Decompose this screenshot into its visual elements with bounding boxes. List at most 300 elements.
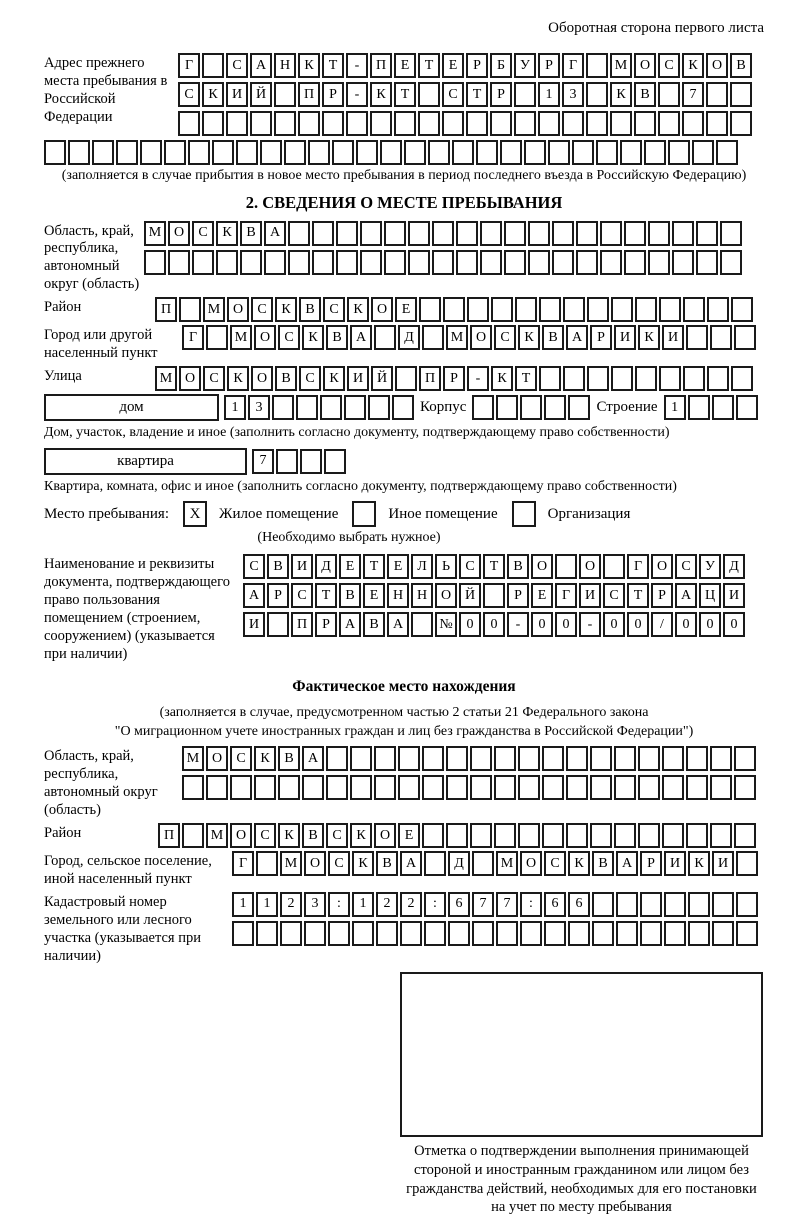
- cadastre-row-2: [232, 921, 758, 946]
- char-cell: [446, 775, 468, 800]
- char-cell: [456, 221, 478, 246]
- char-cell: [392, 395, 414, 420]
- house-cells: [224, 395, 414, 420]
- char-cell: Е: [339, 554, 361, 579]
- char-cell: Г: [182, 325, 204, 350]
- actual-city-row: [232, 851, 758, 876]
- char-cell: [568, 395, 590, 420]
- char-cell: М: [203, 297, 225, 322]
- char-cell: [563, 297, 585, 322]
- char-cell: [428, 140, 450, 165]
- char-cell: [616, 892, 638, 917]
- char-cell: [376, 921, 398, 946]
- char-cell: [236, 140, 258, 165]
- char-cell: 2: [376, 892, 398, 917]
- char-cell: [520, 921, 542, 946]
- char-cell: [736, 892, 758, 917]
- char-cell: [274, 111, 296, 136]
- char-cell: [272, 395, 294, 420]
- char-cell: А: [616, 851, 638, 876]
- char-cell: В: [542, 325, 564, 350]
- char-cell: Т: [394, 82, 416, 107]
- stay-type-row: [44, 501, 764, 527]
- char-cell: [648, 250, 670, 275]
- char-cell: [232, 921, 254, 946]
- korpus-cells: [472, 395, 590, 420]
- char-cell: К: [688, 851, 710, 876]
- char-cell: К: [227, 366, 249, 391]
- char-cell: Т: [515, 366, 537, 391]
- char-cell: [518, 746, 540, 771]
- char-cell: С: [326, 823, 348, 848]
- char-cell: И: [347, 366, 369, 391]
- char-cell: О: [304, 851, 326, 876]
- char-cell: [682, 111, 704, 136]
- char-cell: [384, 221, 406, 246]
- char-cell: /: [651, 612, 673, 637]
- char-cell: 1: [538, 82, 560, 107]
- char-cell: [730, 82, 752, 107]
- house-row: [44, 394, 764, 421]
- char-cell: О: [651, 554, 673, 579]
- char-cell: А: [387, 612, 409, 637]
- char-cell: Д: [398, 325, 420, 350]
- char-cell: [640, 892, 662, 917]
- char-cell: [470, 823, 492, 848]
- char-cell: [446, 746, 468, 771]
- char-cell: С: [251, 297, 273, 322]
- char-cell: [552, 221, 574, 246]
- char-cell: [476, 140, 498, 165]
- char-cell: 7: [682, 82, 704, 107]
- char-cell: [472, 395, 494, 420]
- char-cell: [672, 250, 694, 275]
- char-cell: [566, 823, 588, 848]
- char-cell: [614, 823, 636, 848]
- char-cell: О: [371, 297, 393, 322]
- char-cell: Р: [640, 851, 662, 876]
- char-cell: [332, 140, 354, 165]
- actual-location-title: Фактическое место нахождения: [292, 678, 516, 696]
- char-cell: [424, 851, 446, 876]
- char-cell: О: [227, 297, 249, 322]
- char-cell: О: [251, 366, 273, 391]
- char-cell: [404, 140, 426, 165]
- char-cell: [736, 851, 758, 876]
- char-cell: 0: [723, 612, 745, 637]
- char-cell: К: [638, 325, 660, 350]
- char-cell: [635, 366, 657, 391]
- char-cell: Р: [590, 325, 612, 350]
- char-cell: [491, 297, 513, 322]
- char-cell: В: [278, 746, 300, 771]
- char-cell: [356, 140, 378, 165]
- actual-district-row: [158, 823, 756, 848]
- char-cell: В: [592, 851, 614, 876]
- char-cell: [212, 140, 234, 165]
- char-cell: [592, 921, 614, 946]
- prev-address-field: [44, 53, 764, 136]
- char-cell: [374, 746, 396, 771]
- char-cell: [230, 775, 252, 800]
- char-cell: [712, 892, 734, 917]
- char-cell: К: [298, 53, 320, 78]
- char-cell: М: [610, 53, 632, 78]
- char-cell: [683, 297, 705, 322]
- char-cell: Р: [322, 82, 344, 107]
- char-cell: [298, 111, 320, 136]
- prev-address-label: Адрес прежнего места пребывания в Российской Федерации: [44, 55, 168, 125]
- char-cell: [384, 250, 406, 275]
- prev-address-note: (заполняется в случае прибытия в новое место пребывания в период последнего въезда в Российскую Федерацию): [61, 168, 747, 183]
- apartment-note: Квартира, комната, офис и иное (заполнить согласно документу, подтверждающему право собственности): [44, 478, 677, 494]
- char-cell: И: [712, 851, 734, 876]
- char-cell: О: [435, 583, 457, 608]
- char-cell: В: [376, 851, 398, 876]
- char-cell: С: [178, 82, 200, 107]
- char-cell: [686, 775, 708, 800]
- char-cell: [419, 297, 441, 322]
- char-cell: [443, 297, 465, 322]
- document-row-2: [243, 583, 745, 608]
- char-cell: [452, 140, 474, 165]
- char-cell: [328, 921, 350, 946]
- char-cell: Й: [250, 82, 272, 107]
- char-cell: К: [518, 325, 540, 350]
- char-cell: А: [250, 53, 272, 78]
- char-cell: [44, 140, 66, 165]
- char-cell: [274, 82, 296, 107]
- char-cell: -: [467, 366, 489, 391]
- char-cell: О: [230, 823, 252, 848]
- stay-type-label: Место пребывания:: [44, 505, 169, 522]
- char-cell: 6: [544, 892, 566, 917]
- char-cell: [288, 250, 310, 275]
- char-cell: [336, 221, 358, 246]
- char-cell: [442, 111, 464, 136]
- checkbox-residential: X: [183, 501, 207, 527]
- char-cell: Т: [363, 554, 385, 579]
- char-cell: [288, 221, 310, 246]
- region-row-2: [144, 250, 742, 275]
- char-cell: [496, 921, 518, 946]
- char-cell: [264, 250, 286, 275]
- char-cell: Е: [394, 53, 416, 78]
- char-cell: 3: [248, 395, 270, 420]
- char-cell: [182, 823, 204, 848]
- char-cell: [692, 140, 714, 165]
- char-cell: [411, 612, 433, 637]
- char-cell: [592, 892, 614, 917]
- char-cell: [324, 449, 346, 474]
- char-cell: [304, 921, 326, 946]
- char-cell: [192, 250, 214, 275]
- char-cell: [92, 140, 114, 165]
- char-cell: [398, 746, 420, 771]
- char-cell: [518, 775, 540, 800]
- char-cell: [710, 746, 732, 771]
- korpus-label: Корпус: [420, 399, 467, 416]
- char-cell: [524, 140, 546, 165]
- char-cell: А: [339, 612, 361, 637]
- cadastre-label: Кадастровый номер земельного или лесного участка (указывается при наличии): [44, 893, 201, 964]
- char-cell: [720, 250, 742, 275]
- char-cell: 0: [483, 612, 505, 637]
- char-cell: [576, 221, 598, 246]
- char-cell: [494, 746, 516, 771]
- char-cell: В: [634, 82, 656, 107]
- char-cell: В: [240, 221, 262, 246]
- char-cell: [408, 221, 430, 246]
- region-label: Область, край, республика, автономный округ (область): [44, 222, 140, 293]
- actual-district-label: Район: [44, 825, 82, 841]
- char-cell: [616, 921, 638, 946]
- char-cell: [470, 775, 492, 800]
- char-cell: С: [544, 851, 566, 876]
- char-cell: [603, 554, 625, 579]
- char-cell: И: [662, 325, 684, 350]
- char-cell: [707, 297, 729, 322]
- prev-address-row-4: [44, 140, 764, 165]
- char-cell: Г: [178, 53, 200, 78]
- char-cell: [672, 221, 694, 246]
- char-cell: Й: [459, 583, 481, 608]
- char-cell: [326, 775, 348, 800]
- char-cell: [716, 140, 738, 165]
- char-cell: К: [216, 221, 238, 246]
- char-cell: С: [192, 221, 214, 246]
- char-cell: М: [206, 823, 228, 848]
- city-label: Город или другой населенный пункт: [44, 327, 158, 362]
- char-cell: [538, 111, 560, 136]
- actual-city-field: [44, 851, 764, 889]
- district-row: [155, 297, 753, 322]
- char-cell: :: [520, 892, 542, 917]
- char-cell: В: [326, 325, 348, 350]
- char-cell: [278, 775, 300, 800]
- char-cell: [432, 221, 454, 246]
- char-cell: [494, 775, 516, 800]
- char-cell: [336, 250, 358, 275]
- actual-region-field: [44, 746, 764, 820]
- char-cell: №: [435, 612, 457, 637]
- char-cell: [400, 921, 422, 946]
- char-cell: 0: [531, 612, 553, 637]
- char-cell: [422, 823, 444, 848]
- char-cell: Т: [418, 53, 440, 78]
- char-cell: [600, 221, 622, 246]
- char-cell: [610, 111, 632, 136]
- prev-address-row-1: [178, 53, 752, 78]
- document-field: [44, 554, 764, 664]
- char-cell: Г: [627, 554, 649, 579]
- char-cell: [624, 250, 646, 275]
- char-cell: [360, 221, 382, 246]
- char-cell: Г: [562, 53, 584, 78]
- char-cell: Е: [395, 297, 417, 322]
- char-cell: С: [328, 851, 350, 876]
- char-cell: О: [206, 746, 228, 771]
- char-cell: [326, 746, 348, 771]
- char-cell: [226, 111, 248, 136]
- char-cell: 2: [280, 892, 302, 917]
- char-cell: [320, 395, 342, 420]
- char-cell: Р: [651, 583, 673, 608]
- char-cell: Т: [627, 583, 649, 608]
- char-cell: [736, 921, 758, 946]
- char-cell: [164, 140, 186, 165]
- char-cell: [344, 395, 366, 420]
- char-cell: И: [723, 583, 745, 608]
- char-cell: [514, 82, 536, 107]
- char-cell: [300, 449, 322, 474]
- char-cell: [696, 250, 718, 275]
- char-cell: [518, 823, 540, 848]
- char-cell: 0: [603, 612, 625, 637]
- char-cell: К: [370, 82, 392, 107]
- char-cell: С: [226, 53, 248, 78]
- char-cell: В: [507, 554, 529, 579]
- char-cell: 6: [568, 892, 590, 917]
- char-cell: Р: [507, 583, 529, 608]
- char-cell: Д: [315, 554, 337, 579]
- char-cell: О: [470, 325, 492, 350]
- char-cell: 6: [448, 892, 470, 917]
- char-cell: К: [323, 366, 345, 391]
- document-row-3: [243, 612, 745, 637]
- char-cell: [712, 921, 734, 946]
- document-row-1: [243, 554, 745, 579]
- char-cell: [466, 111, 488, 136]
- char-cell: И: [226, 82, 248, 107]
- actual-region-grid: [182, 746, 756, 800]
- char-cell: 0: [555, 612, 577, 637]
- char-cell: Т: [466, 82, 488, 107]
- char-cell: [144, 250, 166, 275]
- char-cell: С: [494, 325, 516, 350]
- char-cell: К: [202, 82, 224, 107]
- apartment-box-label: квартира: [44, 448, 247, 475]
- char-cell: [658, 111, 680, 136]
- char-cell: С: [299, 366, 321, 391]
- char-cell: [216, 250, 238, 275]
- actual-region-row-1: [182, 746, 756, 771]
- char-cell: С: [243, 554, 265, 579]
- char-cell: [688, 892, 710, 917]
- char-cell: [635, 297, 657, 322]
- char-cell: [418, 82, 440, 107]
- char-cell: К: [302, 325, 324, 350]
- char-cell: К: [352, 851, 374, 876]
- char-cell: [734, 746, 756, 771]
- char-cell: С: [278, 325, 300, 350]
- char-cell: [686, 746, 708, 771]
- district-field: [44, 297, 764, 322]
- char-cell: [614, 746, 636, 771]
- char-cell: [322, 111, 344, 136]
- option-other-premises-label: Иное помещение: [388, 505, 498, 522]
- char-cell: [587, 366, 609, 391]
- checkbox-organization: [512, 501, 536, 527]
- char-cell: [280, 921, 302, 946]
- char-cell: С: [230, 746, 252, 771]
- char-cell: [240, 250, 262, 275]
- page-side-note: Оборотная сторона первого листа: [548, 20, 764, 36]
- char-cell: [504, 250, 526, 275]
- char-cell: К: [682, 53, 704, 78]
- char-cell: [659, 297, 681, 322]
- char-cell: [566, 746, 588, 771]
- char-cell: [496, 395, 518, 420]
- city-row: [182, 325, 756, 350]
- char-cell: [422, 746, 444, 771]
- char-cell: [490, 111, 512, 136]
- char-cell: Й: [371, 366, 393, 391]
- char-cell: С: [603, 583, 625, 608]
- char-cell: [408, 250, 430, 275]
- char-cell: М: [496, 851, 518, 876]
- char-cell: [640, 921, 662, 946]
- char-cell: [586, 53, 608, 78]
- char-cell: [350, 746, 372, 771]
- char-cell: К: [610, 82, 632, 107]
- char-cell: [368, 395, 390, 420]
- char-cell: [710, 775, 732, 800]
- char-cell: [467, 297, 489, 322]
- prev-address-row-2: [178, 82, 752, 107]
- char-cell: 2: [400, 892, 422, 917]
- cadastre-row-1: [232, 892, 758, 917]
- char-cell: [706, 111, 728, 136]
- char-cell: О: [634, 53, 656, 78]
- char-cell: [254, 775, 276, 800]
- char-cell: [576, 250, 598, 275]
- char-cell: [596, 140, 618, 165]
- char-cell: [662, 775, 684, 800]
- char-cell: [572, 140, 594, 165]
- char-cell: 0: [675, 612, 697, 637]
- stamp-caption: Отметка о подтверждении выполнения принимающей стороной и иностранным гражданином или лицом без гражданства действий, необходимых для его постановки на учет по месту пребывания: [406, 1142, 757, 1216]
- char-cell: В: [275, 366, 297, 391]
- char-cell: [686, 823, 708, 848]
- char-cell: [456, 250, 478, 275]
- char-cell: 7: [496, 892, 518, 917]
- char-cell: [731, 297, 753, 322]
- char-cell: К: [275, 297, 297, 322]
- char-cell: И: [579, 583, 601, 608]
- char-cell: В: [302, 823, 324, 848]
- char-cell: [256, 921, 278, 946]
- char-cell: [638, 746, 660, 771]
- char-cell: [688, 395, 710, 420]
- street-field: [44, 366, 764, 391]
- char-cell: [514, 111, 536, 136]
- char-cell: Ь: [435, 554, 457, 579]
- char-cell: [302, 775, 324, 800]
- char-cell: -: [507, 612, 529, 637]
- char-cell: О: [579, 554, 601, 579]
- char-cell: [659, 366, 681, 391]
- char-cell: М: [144, 221, 166, 246]
- char-cell: :: [424, 892, 446, 917]
- char-cell: [260, 140, 282, 165]
- char-cell: В: [299, 297, 321, 322]
- char-cell: М: [182, 746, 204, 771]
- char-cell: [483, 583, 505, 608]
- char-cell: В: [339, 583, 361, 608]
- char-cell: К: [491, 366, 513, 391]
- char-cell: [668, 140, 690, 165]
